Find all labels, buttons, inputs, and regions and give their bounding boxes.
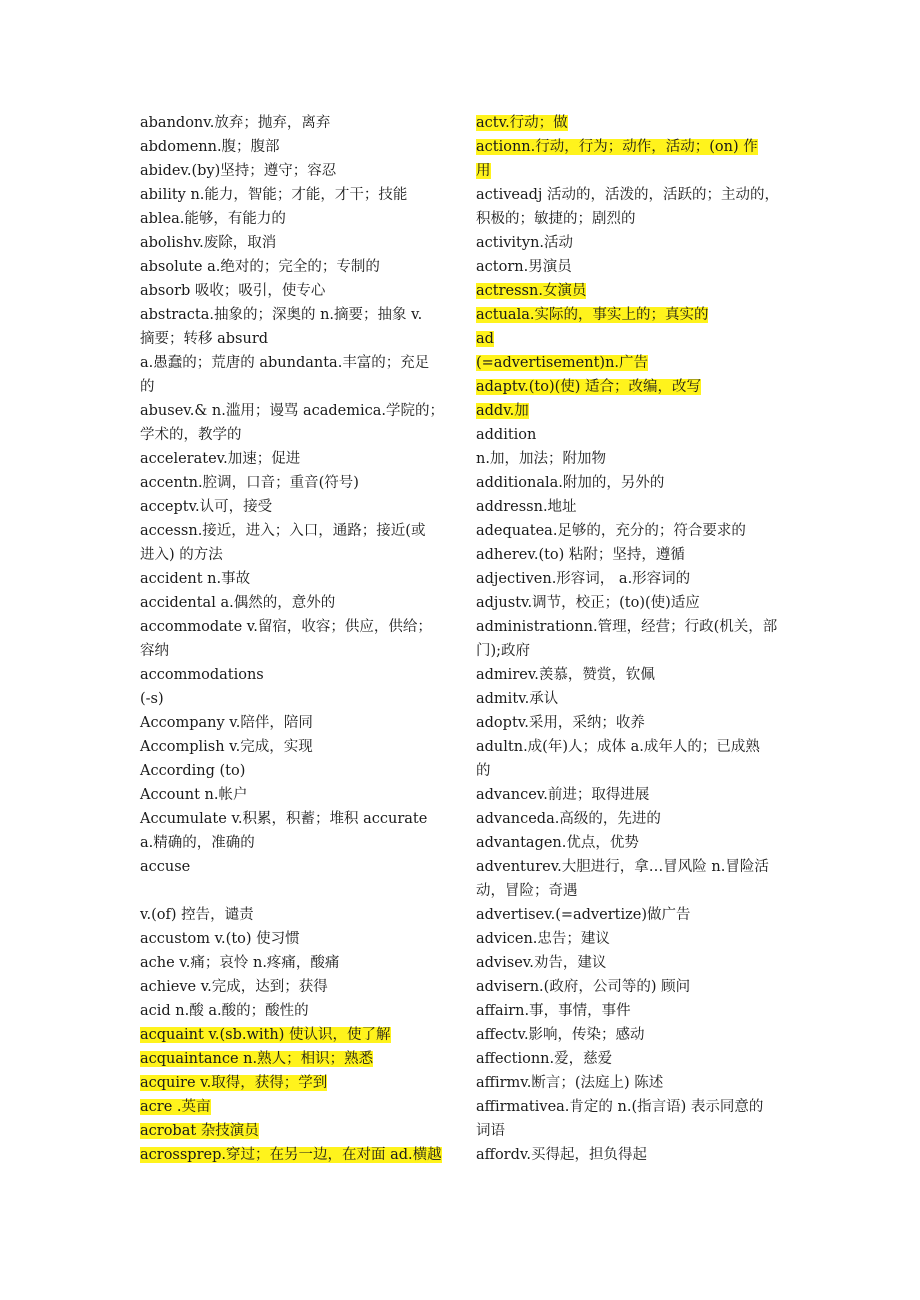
entry-text: administrationn.管理，经营；行政(机关，部 — [476, 619, 778, 635]
entry-text: 容纳 — [140, 643, 169, 659]
entry-text: addition — [476, 427, 537, 443]
entry-text: adjectiven.形容词， a.形容词的 — [476, 571, 691, 587]
entry-text: advicen.忠告；建议 — [476, 931, 610, 947]
entry-line — [140, 639, 446, 663]
entry-line — [140, 1095, 446, 1119]
entry-line — [140, 279, 446, 303]
entry-line — [140, 135, 446, 159]
entry-text: advertisev.(=advertize)做广告 — [476, 907, 691, 923]
entry-line — [476, 687, 782, 711]
dictionary-entry — [476, 807, 782, 831]
entry-line — [140, 351, 446, 375]
dictionary-entry — [476, 351, 782, 375]
right-column — [476, 111, 782, 1167]
entry-line — [140, 495, 446, 519]
entry-text: abdomenn.腹；腹部 — [140, 139, 280, 155]
dictionary-entry — [476, 735, 782, 783]
entry-line — [476, 999, 782, 1023]
entry-text: 门);政府 — [476, 643, 531, 659]
entry-text: acre .英亩 — [140, 1099, 211, 1115]
entry-line — [476, 1143, 782, 1167]
entry-line — [140, 471, 446, 495]
entry-text: v.(of) 控告，谴责 — [140, 907, 254, 923]
entry-text: ablea.能够，有能力的 — [140, 211, 286, 227]
entry-line — [140, 1071, 446, 1095]
entry-text: 动，冒险；奇遇 — [476, 883, 578, 899]
entry-line — [476, 615, 782, 639]
dictionary-entry — [140, 279, 446, 303]
entry-line — [476, 135, 782, 159]
entry-line — [140, 399, 446, 423]
entry-text: actv.行动；做 — [476, 115, 568, 131]
dictionary-entry — [476, 255, 782, 279]
entry-line — [140, 615, 446, 639]
entry-line — [140, 927, 446, 951]
dictionary-entry — [140, 159, 446, 183]
entry-line — [140, 183, 446, 207]
entry-text: accident n.事故 — [140, 571, 251, 587]
entry-line — [476, 759, 782, 783]
entry-text: affirmativea.肯定的 n.(指言语) 表示同意的 — [476, 1099, 764, 1115]
entry-text: accommodations — [140, 667, 264, 683]
dictionary-entry — [476, 1047, 782, 1071]
entry-text: accustom v.(to) 使习惯 — [140, 931, 300, 947]
dictionary-entry — [476, 375, 782, 399]
entry-line — [140, 447, 446, 471]
entry-line — [140, 711, 446, 735]
entry-text: accessn.接近，进入；入口，通路；接近(或 — [140, 523, 426, 539]
dictionary-entry — [140, 711, 446, 735]
dictionary-entry — [476, 1071, 782, 1095]
entry-line — [140, 327, 446, 351]
entry-text: adventurev.大胆进行，拿…冒风险 n.冒险活 — [476, 859, 769, 875]
entry-line — [140, 111, 446, 135]
entry-text: 的 — [476, 763, 491, 779]
dictionary-entry — [476, 519, 782, 543]
entry-line — [140, 519, 446, 543]
entry-text: addv.加 — [476, 403, 529, 419]
entry-text: 的 — [140, 379, 155, 395]
dictionary-entry — [140, 399, 446, 447]
entry-line — [476, 279, 782, 303]
entry-line — [476, 111, 782, 135]
entry-line — [476, 375, 782, 399]
entry-text: According (to) — [140, 763, 246, 779]
entry-line — [476, 471, 782, 495]
entry-line — [476, 447, 782, 471]
dictionary-entry — [140, 879, 446, 903]
dictionary-entry — [140, 927, 446, 951]
entry-text: 摘要；转移 absurd — [140, 331, 269, 347]
entry-line — [140, 687, 446, 711]
entry-line — [476, 783, 782, 807]
entry-line — [140, 1143, 446, 1167]
dictionary-entry — [140, 255, 446, 279]
entry-line — [140, 783, 446, 807]
entry-text: advancev.前进；取得进展 — [476, 787, 650, 803]
entry-line — [140, 903, 446, 927]
dictionary-entry — [140, 111, 446, 135]
entry-text: (=advertisement)n.广告 — [476, 355, 649, 371]
entry-line — [140, 207, 446, 231]
entry-text: acrobat 杂技演员 — [140, 1123, 259, 1139]
entry-line — [476, 303, 782, 327]
entry-line — [476, 495, 782, 519]
entry-line — [140, 231, 446, 255]
dictionary-entry — [476, 279, 782, 303]
dictionary-entry — [476, 135, 782, 183]
entry-line — [140, 159, 446, 183]
dictionary-entry — [476, 1023, 782, 1047]
entry-line — [140, 735, 446, 759]
dictionary-entry — [140, 1047, 446, 1071]
dictionary-entry — [476, 783, 782, 807]
entry-line — [476, 639, 782, 663]
dictionary-entry — [476, 183, 782, 231]
entry-line — [140, 807, 446, 831]
entry-text: abstracta.抽象的；深奥的 n.摘要；抽象 v. — [140, 307, 423, 323]
entry-text: 用 — [476, 163, 491, 179]
entry-text: achieve v.完成，达到；获得 — [140, 979, 328, 995]
entry-line — [476, 207, 782, 231]
entry-line — [476, 711, 782, 735]
dictionary-entry — [140, 303, 446, 351]
dictionary-entry — [140, 567, 446, 591]
entry-text: affairn.事，事情，事件 — [476, 1003, 631, 1019]
entry-text: adequatea.足够的，充分的；符合要求的 — [476, 523, 746, 539]
entry-text: accidental a.偶然的，意外的 — [140, 595, 336, 611]
entry-line — [140, 879, 446, 903]
entry-text: ache v.痛；哀怜 n.疼痛，酸痛 — [140, 955, 340, 971]
dictionary-entry — [140, 471, 446, 495]
dictionary-entry — [140, 351, 446, 399]
entry-line — [476, 519, 782, 543]
entry-line — [476, 255, 782, 279]
entry-line — [476, 663, 782, 687]
entry-line — [476, 1071, 782, 1095]
entry-text: affirmv.断言；(法庭上) 陈述 — [476, 1075, 664, 1091]
dictionary-entry — [476, 951, 782, 975]
dictionary-entry — [476, 711, 782, 735]
entry-text: advantagen.优点，优势 — [476, 835, 639, 851]
entry-text: ad — [476, 331, 494, 347]
entry-line — [140, 567, 446, 591]
entry-text: acceleratev.加速；促进 — [140, 451, 301, 467]
entry-text: acrossprep.穿过；在另一边，在对面 ad.横越 — [140, 1147, 442, 1163]
entry-text: acquaint v.(sb.with) 使认识，使了解 — [140, 1027, 391, 1043]
entry-line — [476, 543, 782, 567]
dictionary-entry — [476, 447, 782, 471]
dictionary-entry — [140, 447, 446, 471]
entry-line — [476, 231, 782, 255]
entry-line — [476, 855, 782, 879]
entry-line — [476, 1023, 782, 1047]
dictionary-entry — [140, 1143, 446, 1167]
entry-line — [140, 1047, 446, 1071]
entry-text: abolishv.废除，取消 — [140, 235, 277, 251]
dictionary-entry — [476, 1143, 782, 1167]
entry-text: advanceda.高级的，先进的 — [476, 811, 661, 827]
dictionary-entry — [140, 759, 446, 783]
dictionary-entry — [476, 831, 782, 855]
entry-line — [476, 567, 782, 591]
dictionary-entry — [476, 111, 782, 135]
entry-text: accommodate v.留宿，收容；供应，供给； — [140, 619, 432, 635]
dictionary-entry — [140, 735, 446, 759]
entry-line — [476, 159, 782, 183]
entry-line — [476, 399, 782, 423]
entry-line — [140, 423, 446, 447]
entry-text: a.愚蠢的；荒唐的 abundanta.丰富的；充足 — [140, 355, 430, 371]
entry-text: adjustv.调节，校正；(to)(使)适应 — [476, 595, 700, 611]
dictionary-entry — [476, 231, 782, 255]
dictionary-entry — [476, 975, 782, 999]
dictionary-entry — [140, 495, 446, 519]
entry-text: abidev.(by)坚持；遵守；容忍 — [140, 163, 337, 179]
entry-line — [476, 831, 782, 855]
entry-text: affordv.买得起，担负得起 — [476, 1147, 647, 1163]
dictionary-entry — [140, 975, 446, 999]
entry-text: 积极的；敏捷的；剧烈的 — [476, 211, 636, 227]
dictionary-entry — [476, 663, 782, 687]
dictionary-entry — [140, 1071, 446, 1095]
entry-line — [140, 855, 446, 879]
entry-text: activityn.活动 — [476, 235, 574, 251]
entry-line — [476, 183, 782, 207]
entry-text: adherev.(to) 粘附；坚持，遵循 — [476, 547, 685, 563]
dictionary-entry — [476, 471, 782, 495]
dictionary-entry — [476, 687, 782, 711]
entry-text: affectv.影响，传染；感动 — [476, 1027, 645, 1043]
entry-line — [476, 975, 782, 999]
entry-text: admirev.羡慕，赞赏，钦佩 — [476, 667, 655, 683]
dictionary-entry — [140, 231, 446, 255]
dictionary-entry — [476, 927, 782, 951]
entry-line — [476, 327, 782, 351]
dictionary-entry — [140, 687, 446, 711]
entry-line — [476, 591, 782, 615]
entry-line — [140, 303, 446, 327]
dictionary-entry — [476, 303, 782, 327]
entry-text: absolute a.绝对的；完全的；专制的 — [140, 259, 380, 275]
dictionary-entry — [140, 135, 446, 159]
entry-line — [476, 1119, 782, 1143]
entry-line — [140, 663, 446, 687]
dictionary-entry — [476, 999, 782, 1023]
entry-text: actorn.男演员 — [476, 259, 572, 275]
entry-text: addressn.地址 — [476, 499, 577, 515]
entry-text: n.加，加法；附加物 — [476, 451, 606, 467]
entry-line — [476, 423, 782, 447]
entry-text: accuse — [140, 859, 191, 875]
entry-text: activeadj 活动的，活泼的，活跃的；主动的， — [476, 187, 780, 203]
entry-line — [140, 255, 446, 279]
dictionary-entry — [476, 855, 782, 903]
entry-line — [140, 951, 446, 975]
entry-text: a.精确的，准确的 — [140, 835, 255, 851]
entry-text: Accomplish v.完成，实现 — [140, 739, 313, 755]
entry-line — [476, 903, 782, 927]
entry-line — [140, 1023, 446, 1047]
dictionary-entry — [476, 495, 782, 519]
entry-text: affectionn.爱，慈爱 — [476, 1051, 613, 1067]
dictionary-entry — [140, 207, 446, 231]
entry-text: abusev.& n.滥用；谩骂 academica.学院的； — [140, 403, 444, 419]
entry-text: advisern.(政府，公司等的) 顾问 — [476, 979, 691, 995]
entry-line — [476, 735, 782, 759]
entry-text: additionala.附加的，另外的 — [476, 475, 665, 491]
entry-text: adaptv.(to)(使) 适合；改编，改写 — [476, 379, 702, 395]
entry-line — [140, 831, 446, 855]
entry-line — [476, 1095, 782, 1119]
entry-text: acceptv.认可，接受 — [140, 499, 273, 515]
dictionary-entry — [140, 783, 446, 807]
entry-line — [476, 351, 782, 375]
entry-line — [140, 1119, 446, 1143]
entry-line — [140, 375, 446, 399]
entry-line — [140, 999, 446, 1023]
dictionary-entry — [476, 615, 782, 663]
entry-text: ability n.能力，智能；才能，才干；技能 — [140, 187, 408, 203]
dictionary-entry — [476, 1095, 782, 1143]
entry-line — [476, 807, 782, 831]
dictionary-entry — [476, 327, 782, 351]
entry-text: (-s) — [140, 691, 164, 707]
dictionary-entry — [140, 1119, 446, 1143]
entry-text: adoptv.采用，采纳；收养 — [476, 715, 645, 731]
dictionary-entry — [476, 567, 782, 591]
dictionary-entry — [140, 1095, 446, 1119]
dictionary-entry — [140, 855, 446, 879]
entry-line — [476, 879, 782, 903]
left-column — [140, 111, 446, 1167]
dictionary-entry — [140, 519, 446, 567]
dictionary-entry — [140, 999, 446, 1023]
dictionary-entry — [476, 423, 782, 447]
dictionary-entry — [476, 543, 782, 567]
dictionary-entry — [140, 807, 446, 855]
entry-text: actressn.女演员 — [476, 283, 587, 299]
entry-text: acid n.酸 a.酸的；酸性的 — [140, 1003, 309, 1019]
entry-text: advisev.劝告，建议 — [476, 955, 607, 971]
entry-line — [140, 591, 446, 615]
entry-text: accentn.腔调，口音；重音(符号) — [140, 475, 359, 491]
entry-text: Accumulate v.积累，积蓄；堆积 accurate — [140, 811, 428, 827]
entry-text: actuala.实际的，事实上的；真实的 — [476, 307, 709, 323]
dictionary-entry — [476, 591, 782, 615]
dictionary-entry — [476, 399, 782, 423]
entry-line — [476, 951, 782, 975]
entry-text: 学术的，教学的 — [140, 427, 242, 443]
entry-line — [140, 975, 446, 999]
entry-line — [476, 1047, 782, 1071]
entry-text: absorb 吸收；吸引，使专心 — [140, 283, 326, 299]
entry-text: Accompany v.陪伴，陪同 — [140, 715, 313, 731]
entry-text: 进入) 的方法 — [140, 547, 223, 563]
entry-line — [140, 543, 446, 567]
dictionary-entry — [140, 951, 446, 975]
entry-text: admitv.承认 — [476, 691, 559, 707]
entry-text: 词语 — [476, 1123, 505, 1139]
entry-text: adultn.成(年)人；成体 a.成年人的；已成熟 — [476, 739, 760, 755]
entry-text: abandonv.放弃；抛弃，离弃 — [140, 115, 331, 131]
entry-text: acquaintance n.熟人；相识；熟悉 — [140, 1051, 374, 1067]
entry-text: actionn.行动，行为；动作，活动；(on) 作 — [476, 139, 758, 155]
dictionary-entry — [140, 1023, 446, 1047]
dictionary-entry — [140, 663, 446, 687]
dictionary-entry — [140, 591, 446, 615]
dictionary-entry — [476, 903, 782, 927]
entry-line — [476, 927, 782, 951]
dictionary-entry — [140, 183, 446, 207]
entry-line — [140, 759, 446, 783]
dictionary-entry — [140, 615, 446, 663]
entry-text: acquire v.取得，获得；学到 — [140, 1075, 328, 1091]
entry-text: Account n.帐户 — [140, 787, 248, 803]
dictionary-entry — [140, 903, 446, 927]
